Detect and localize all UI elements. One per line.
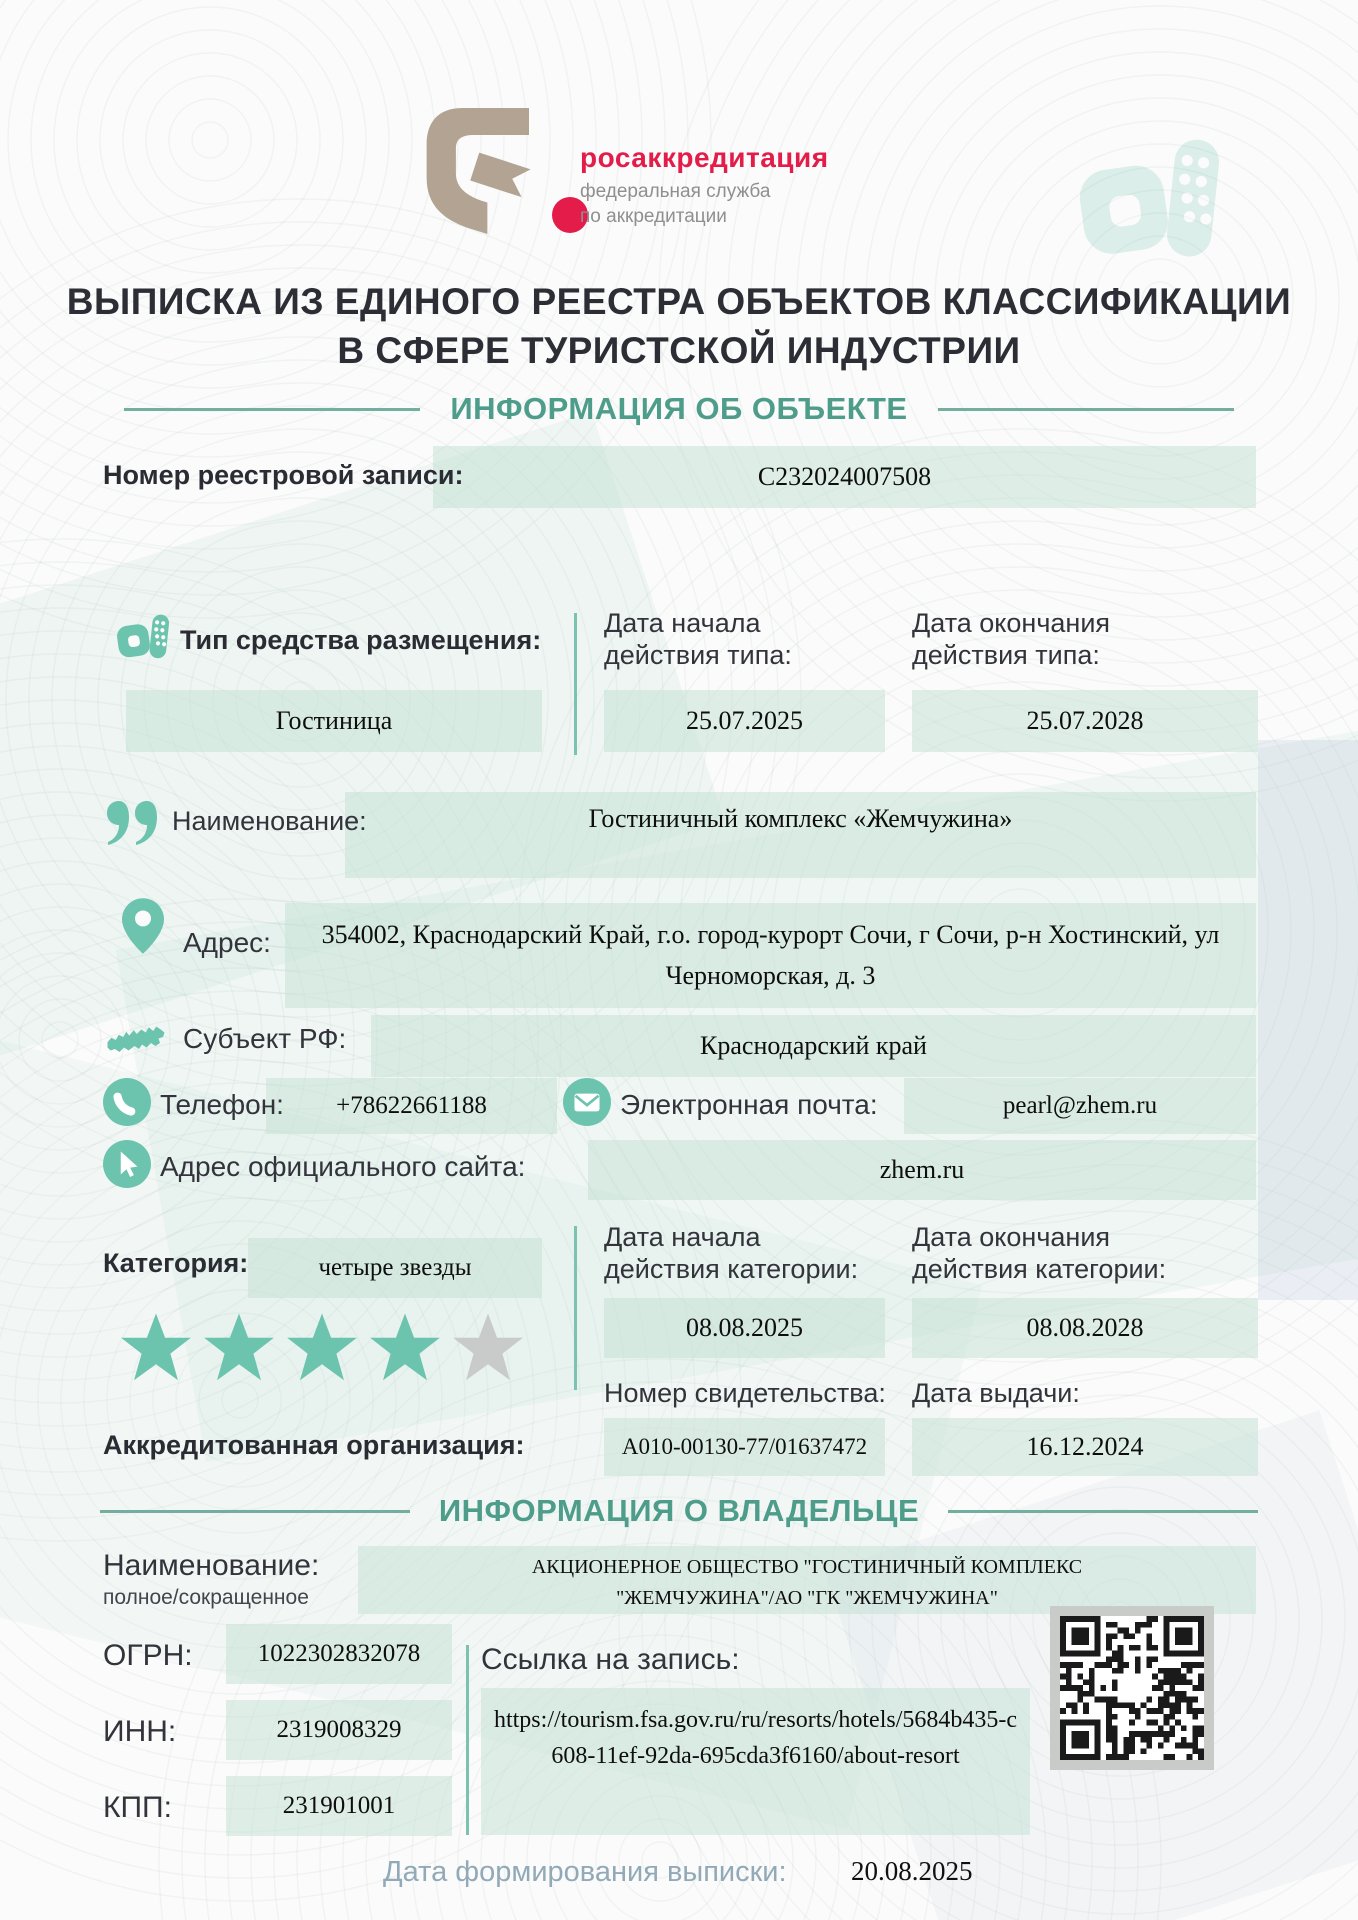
address-label: Адрес:	[183, 927, 271, 958]
star-rating	[118, 1312, 526, 1384]
website-label: Адрес официального сайта:	[160, 1151, 526, 1182]
region-label: Субъект РФ:	[183, 1023, 347, 1054]
record-link-value[interactable]	[481, 1688, 1030, 1835]
category-label: Категория:	[103, 1248, 249, 1278]
section-owner-info: ИНФОРМАЦИЯ О ВЛАДЕЛЬЦЕ	[438, 1493, 920, 1528]
vertical-divider	[574, 1226, 577, 1390]
region-value: Краснодарский край	[371, 1015, 1256, 1077]
rosaccreditation-logo	[420, 108, 548, 234]
star-icon	[284, 1312, 360, 1384]
category-start-label: Дата начала действия категории:	[604, 1222, 859, 1284]
star-icon	[450, 1312, 526, 1384]
type-end-value: 25.07.2028	[912, 690, 1258, 752]
vertical-divider	[466, 1645, 469, 1835]
generated-date-value: 20.08.2025	[851, 1856, 973, 1886]
registry-number-label: Номер реестровой записи:	[103, 460, 464, 490]
brand-subtitle-line2: по аккредитации	[580, 205, 727, 227]
email-label: Электронная почта:	[620, 1089, 878, 1120]
email-value: pearl@zhem.ru	[904, 1078, 1256, 1134]
type-label: Тип средства размещения:	[180, 625, 542, 655]
section-divider-line	[938, 408, 1234, 411]
type-start-value: 25.07.2025	[604, 690, 885, 752]
registry-number-value: C232024007508	[433, 446, 1256, 508]
brand-subtitle-line1: федеральная служба	[580, 181, 771, 202]
name-label: Наименование:	[172, 806, 367, 836]
qr-code	[1050, 1606, 1214, 1770]
owner-name-sublabel: полное/сокращенное	[103, 1586, 309, 1609]
category-end-value: 08.08.2028	[912, 1298, 1258, 1358]
section-divider-line	[948, 1510, 1258, 1513]
address-value	[285, 903, 1256, 1008]
phone-value: +78622661188	[266, 1078, 557, 1134]
address-value-text: 354002, Краснодарский Край, г.о. город-курорт Сочи, г Сочи, р-н Хостинский, ул Черноморская, д. 3	[321, 920, 1220, 990]
type-value: Гостиница	[126, 690, 542, 752]
russia-map-icon	[106, 1020, 166, 1060]
category-value: четыре звезды	[248, 1238, 542, 1298]
star-icon	[118, 1312, 194, 1384]
dice-watermark-icon	[1072, 130, 1232, 280]
cursor-icon	[103, 1140, 151, 1188]
brand-title: росаккредитация	[580, 142, 829, 173]
location-pin-icon	[122, 898, 164, 954]
type-start-label: Дата начала действия типа:	[604, 608, 792, 670]
ogrn-value: 1022302832078	[226, 1624, 452, 1684]
owner-name-value-text: АКЦИОНЕРНОЕ ОБЩЕСТВО "ГОСТИНИЧНЫЙ КОМПЛЕКС "ЖЕМЧУЖИНА"/АО "ГК "ЖЕМЧУЖИНА"	[531, 1556, 1083, 1609]
envelope-icon	[563, 1078, 611, 1126]
record-link-label: Ссылка на запись:	[481, 1643, 740, 1676]
issue-date-value: 16.12.2024	[912, 1418, 1258, 1476]
issue-date-label: Дата выдачи:	[912, 1378, 1080, 1408]
section-object-info: ИНФОРМАЦИЯ ОБ ОБЪЕКТЕ	[450, 391, 908, 426]
name-value-text: Гостиничный комплекс «Жемчужина»	[588, 804, 1013, 833]
ogrn-label: ОГРН:	[103, 1639, 193, 1672]
type-end-label: Дата окончания действия типа:	[912, 608, 1111, 670]
star-icon	[367, 1312, 443, 1384]
generated-date-label: Дата формирования выписки:	[383, 1856, 787, 1888]
record-link-text[interactable]: https://tourism.fsa.gov.ru/ru/resorts/hotels/5684b435-c608-11ef-92da-695cda3f6160/about-resort	[493, 1707, 1018, 1769]
owner-name-value	[358, 1546, 1256, 1614]
certificate-number-label: Номер свидетельства:	[604, 1378, 886, 1408]
phone-label: Телефон:	[160, 1089, 284, 1120]
certificate-number-value: A010-00130-77/01637472	[604, 1418, 885, 1476]
hotel-building-icon	[116, 610, 172, 668]
star-icon	[201, 1312, 277, 1384]
quote-icon	[107, 800, 167, 846]
inn-value: 2319008329	[226, 1700, 452, 1760]
page-title-line2: В СФЕРЕ ТУРИСТСКОЙ ИНДУСТРИИ	[337, 330, 1021, 371]
accredited-org-label: Аккредитованная организация:	[103, 1430, 525, 1460]
kpp-label: КПП:	[103, 1791, 172, 1824]
inn-label: ИНН:	[103, 1715, 177, 1748]
category-start-value: 08.08.2025	[604, 1298, 885, 1358]
category-end-label: Дата окончания действия категории:	[912, 1222, 1167, 1284]
phone-icon	[103, 1078, 151, 1126]
name-value	[345, 792, 1256, 878]
page-title-line1: ВЫПИСКА ИЗ ЕДИНОГО РЕЕСТРА ОБЪЕКТОВ КЛАССИФИКАЦИИ	[66, 281, 1292, 322]
kpp-value: 231901001	[226, 1776, 452, 1836]
owner-name-label: Наименование:	[103, 1549, 320, 1582]
brand-subtitle	[580, 180, 770, 229]
vertical-divider	[574, 613, 577, 755]
website-value: zhem.ru	[588, 1140, 1256, 1200]
